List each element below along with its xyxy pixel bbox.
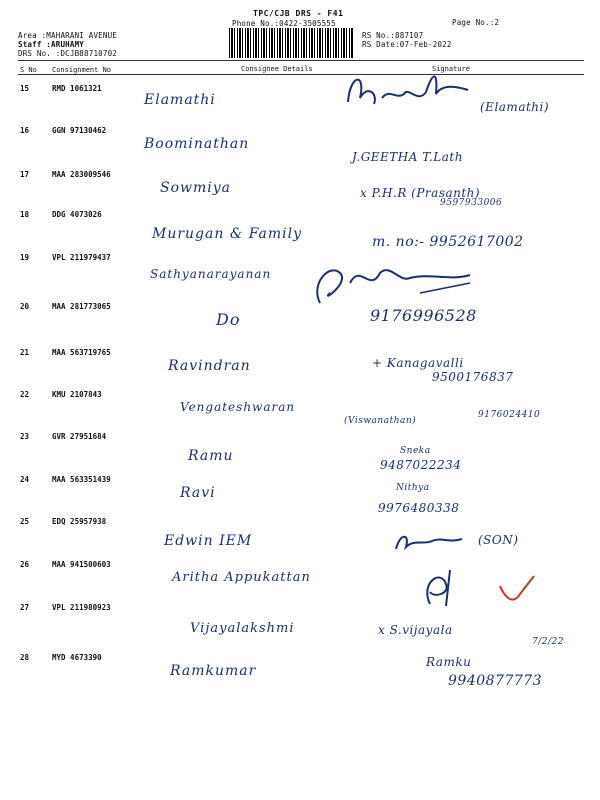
receiver-phone: 9487022234 (380, 458, 462, 472)
row-sno: 20 (20, 302, 30, 311)
row-consignment: MYD 4673390 (52, 653, 102, 662)
receiver-phone: 9976480338 (378, 501, 460, 515)
receiver-name: (SON) (478, 533, 519, 547)
row-consignment: MAA 281773065 (52, 302, 111, 311)
receiver-phone: 9940877773 (448, 673, 543, 689)
row-sno: 27 (20, 603, 30, 612)
receiver-name: Ramku (426, 655, 472, 669)
barcode (229, 28, 353, 58)
consignee-name: Aritha Appukattan (172, 570, 311, 585)
consignee-name: Sathyanarayanan (150, 267, 272, 281)
consignee-name: Edwin IEM (164, 533, 253, 549)
receiver-name: x S.vijayala (378, 623, 453, 637)
col-sno: S No (20, 66, 37, 74)
row-sno: 19 (20, 253, 30, 262)
row-sno: 24 (20, 475, 30, 484)
rs-date: RS Date:07-Feb-2022 (362, 40, 452, 49)
row-sno: 22 (20, 390, 30, 399)
row-sno: 18 (20, 210, 30, 219)
receiver-name: (Elamathi) (480, 100, 550, 114)
row-sno: 25 (20, 517, 30, 526)
row-sno: 28 (20, 653, 30, 662)
consignee-name: Sowmiya (160, 180, 232, 196)
row-consignment: MAA 941500603 (52, 560, 111, 569)
receiver-name: Nithya (396, 483, 430, 493)
consignee-name: Vijayalakshmi (190, 621, 295, 636)
receiver-name: x P.H.R (Prasanth) (360, 186, 481, 200)
row-sno: 15 (20, 84, 30, 93)
consignee-name: Ravindran (168, 358, 251, 374)
row-consignment: GVR 27951684 (52, 432, 107, 441)
staff-label: Staff :ARUHAMY (18, 40, 85, 49)
receiver-phone: 9176024410 (478, 410, 541, 420)
receiver-name: J.GEETHA T.Lath (352, 150, 463, 164)
receiver-name: + Kanagavalli (372, 356, 464, 370)
receiver-phone: m. no:- 9952617002 (372, 234, 524, 250)
consignee-name: Boominathan (144, 136, 250, 152)
row-consignment: MAA 563719765 (52, 348, 111, 357)
consignee-name: Ramu (188, 448, 234, 464)
signature-scribble (390, 527, 470, 557)
page-number: Page No.:2 (452, 18, 500, 27)
row-consignment: VPL 211979437 (52, 253, 111, 262)
consignee-name: Ramkumar (170, 663, 257, 679)
row-consignment: MAA 563351439 (52, 475, 111, 484)
row-consignment: RMD 1061321 (52, 84, 102, 93)
area-label: Area :MAHARANI AVENUE (18, 31, 118, 40)
row-consignment: KMU 2107843 (52, 390, 102, 399)
row-sno: 23 (20, 432, 30, 441)
consignee-name: Murugan & Family (152, 226, 302, 242)
receiver-name: Sneka (400, 446, 431, 456)
receiver-name: (Viswanathan) (344, 416, 417, 426)
receiver-date: 7/2/22 (532, 637, 564, 647)
row-consignment: VPL 211980923 (52, 603, 111, 612)
table-row (0, 653, 600, 713)
consignee-name: Do (216, 310, 241, 329)
row-sno: 17 (20, 170, 30, 179)
row-sno: 16 (20, 126, 30, 135)
consignee-name: Elamathi (144, 92, 216, 108)
col-signature: Signature (432, 65, 470, 73)
header-rule-top (18, 60, 584, 61)
row-sno: 26 (20, 560, 30, 569)
header-rule-bottom (18, 74, 584, 75)
consignee-name: Ravi (180, 485, 216, 501)
signature-scribble (338, 64, 478, 124)
col-consignee: Consignee Details (241, 65, 313, 73)
row-consignment: DDG 4073026 (52, 210, 102, 219)
rs-number: RS No.:887107 (362, 31, 424, 40)
receiver-phone: 9500176837 (432, 370, 514, 384)
row-consignment: MAA 283009546 (52, 170, 111, 179)
receiver-phone: 9176996528 (370, 306, 477, 325)
row-consignment: GGN 97130462 (52, 126, 107, 135)
phone-number: Phone No.:0422-3505555 (232, 19, 336, 28)
row-sno: 21 (20, 348, 30, 357)
drs-number: DRS No. :DCJB88710702 (18, 49, 118, 58)
receiver-phone: 9597933006 (440, 198, 503, 208)
consignee-name: Vengateshwaran (180, 400, 296, 414)
row-consignment: EDQ 25957938 (52, 517, 107, 526)
col-consignment: Consignment No (52, 66, 112, 74)
document-title: TPC/CJB DRS - F41 (253, 9, 344, 18)
